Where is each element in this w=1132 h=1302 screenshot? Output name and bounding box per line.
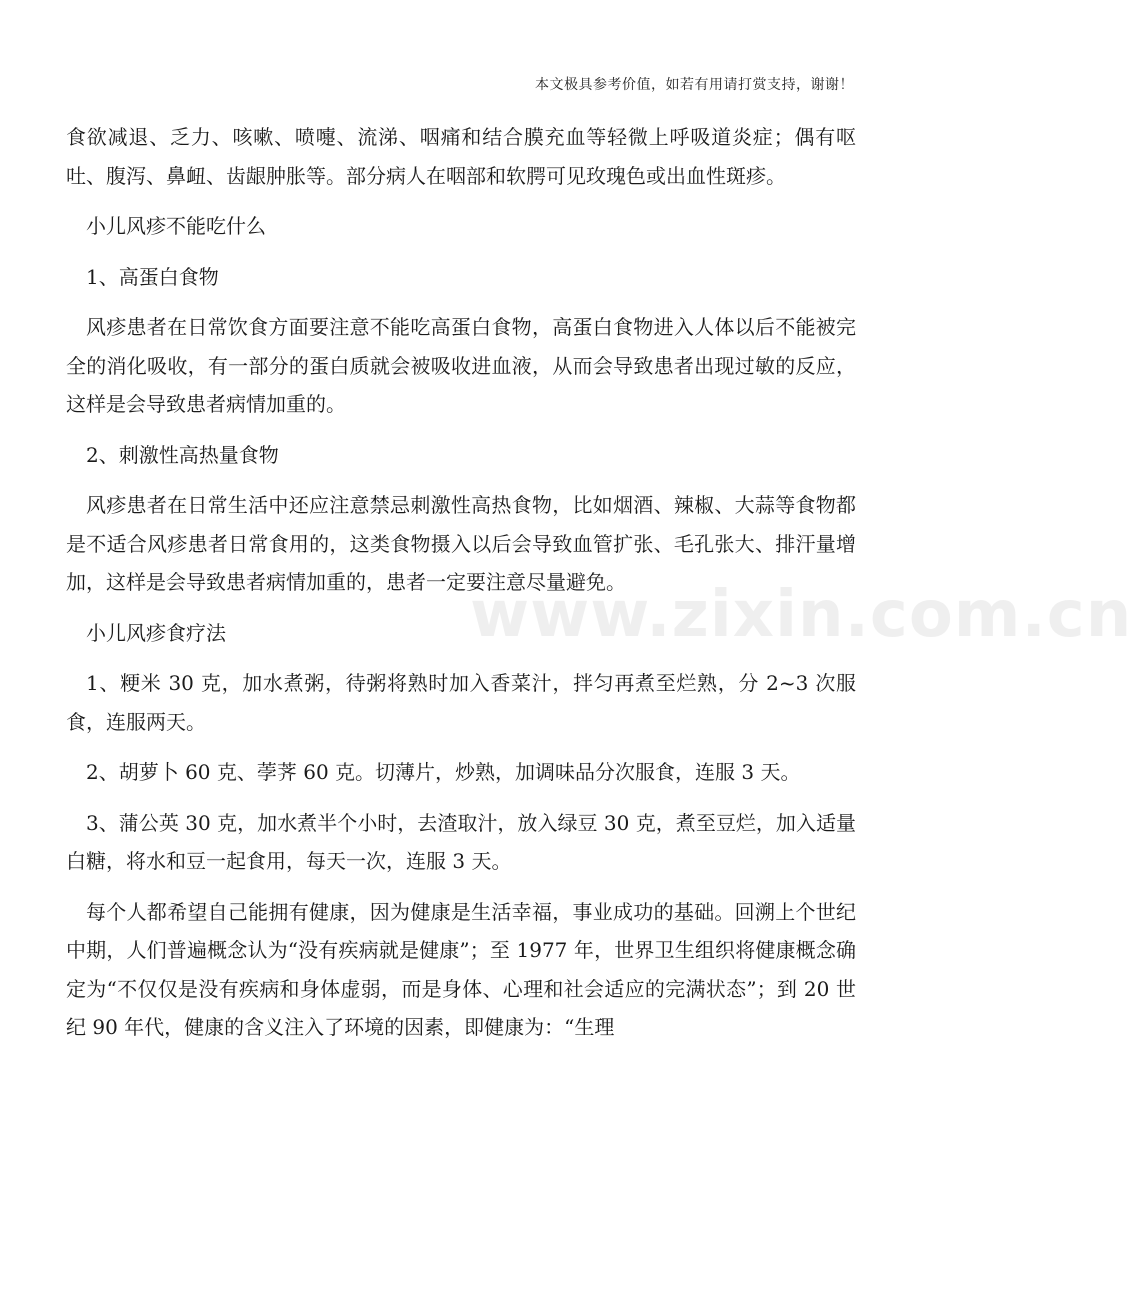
subheading-spicy-food: 2、刺激性高热量食物	[86, 442, 279, 467]
section-heading-diet-therapy: 小儿风疹食疗法	[86, 620, 226, 645]
recipe-item-2: 2、胡萝卜 60 克、荸荠 60 克。切薄片，炒熟，加调味品分次服食，连服 3 天。	[86, 760, 801, 784]
paragraph-spicy-food: 风疹患者在日常生活中还应注意禁忌刺激性高热食物，比如烟酒、辣椒、大蒜等食物都是不适合风疹患者日常食用的，这类食物摄入以后会导致血管扩张、毛孔张大、排汗量增加，这样是会导致患者病情加重的，患者一定要注意尽量避免。	[66, 493, 856, 594]
paragraph-high-protein: 风疹患者在日常饮食方面要注意不能吃高蛋白食物，高蛋白食物进入人体以后不能被完全的消化吸收，有一部分的蛋白质就会被吸收进血液，从而会导致患者出现过敏的反应，这样是会导致患者病情加重的。	[66, 315, 856, 416]
recipe-item-3: 3、蒲公英 30 克，加水煮半个小时，去渣取汁，放入绿豆 30 克，煮至豆烂，加入适量白糖，将水和豆一起食用，每天一次，连服 3 天。	[66, 810, 856, 873]
header-note: 本文极具参考价值，如若有用请打赏支持，谢谢！	[535, 77, 854, 93]
document-body	[66, 118, 856, 1059]
subheading-high-protein: 1、高蛋白食物	[86, 264, 219, 289]
watermark: www.zixin.com.cn	[470, 578, 1132, 652]
paragraph-symptoms: 食欲减退、乏力、咳嗽、喷嚏、流涕、咽痛和结合膜充血等轻微上呼吸道炎症；偶有呕吐、腹泻、鼻衄、齿龈肿胀等。部分病人在咽部和软腭可见玫瑰色或出血性斑疹。	[66, 125, 856, 188]
paragraph-health-concept: 每个人都希望自己能拥有健康，因为健康是生活幸福，事业成功的基础。回溯上个世纪中期，人们普遍概念认为“没有疾病就是健康”；至 1977 年，世界卫生组织将健康概念确定为“不仅仅是没有疾病和身体虚弱，而是身体、心理和社会适应的完满状态”；到 20 世纪 90 年代，健康的含义注入了环境的因素，即健康为：“生理	[66, 899, 856, 1039]
section-heading-avoid-foods: 小儿风疹不能吃什么	[86, 214, 266, 238]
recipe-item-1: 1、粳米 30 克，加水煮粥，待粥将熟时加入香菜汁，拌匀再煮至烂熟，分 2~3 次服食，连服两天。	[66, 671, 856, 734]
